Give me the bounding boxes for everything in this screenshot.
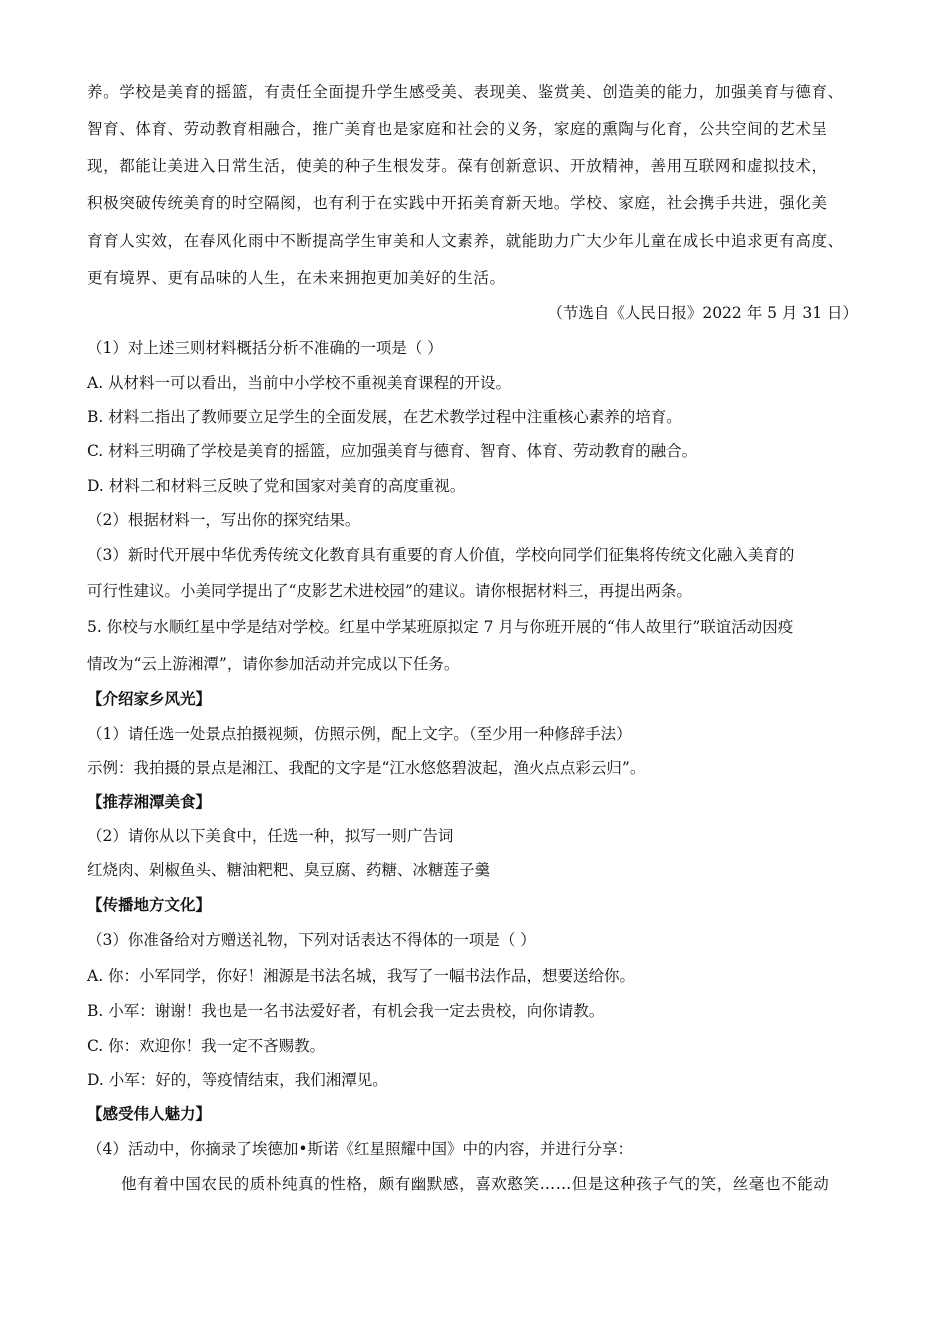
source-note: （节选自《人民日报》2022 年 5 月 31 日） bbox=[547, 304, 858, 322]
q5-option-b: B. 小军：谢谢！我也是一名书法爱好者，有机会我一定去贵校，向你请教。 bbox=[87, 1002, 605, 1020]
q5-sub2: （2）请你从以下美食中，任选一种，拟写一则广告词 bbox=[87, 827, 454, 845]
passage-line-4: 积极突破传统美育的时空隔阂，也有利于在实践中开拓美育新天地。学校、家庭，社会携手共进，强化美 bbox=[87, 194, 828, 212]
q4-sub2: （2）根据材料一，写出你的探究结果。 bbox=[87, 511, 361, 529]
q4-sub3-line2: 可行性建议。小美同学提出了“皮影艺术进校园”的建议。请你根据材料三，再提出两条。 bbox=[87, 582, 692, 600]
passage-line-6: 更有境界、更有品味的人生，在未来拥抱更加美好的生活。 bbox=[87, 269, 506, 287]
q5-foods: 红烧肉、剁椒鱼头、糖油粑粑、臭豆腐、药糖、冰糖莲子羹 bbox=[87, 861, 491, 879]
passage-line-1: 养。学校是美育的摇篮，有责任全面提升学生感受美、表现美、鉴赏美、创造美的能力，加强美育与德育、 bbox=[87, 83, 844, 101]
q4-sub3-line1: （3）新时代开展中华优秀传统文化教育具有重要的育人价值，学校向同学们征集将传统文化融入美育的 bbox=[87, 546, 795, 564]
q5-section-leader: 【感受伟人魅力】 bbox=[87, 1104, 212, 1123]
q5-option-a: A. 你：小军同学，你好！湘源是书法名城，我写了一幅书法作品，想要送给你。 bbox=[87, 967, 636, 985]
q5-section-scenery: 【介绍家乡风光】 bbox=[87, 689, 212, 708]
q5-excerpt: 他有着中国农民的质朴纯真的性格，颇有幽默感，喜欢憨笑……但是这种孩子气的笑，丝毫也不能动 bbox=[121, 1175, 830, 1193]
q5-intro-line2: 情改为“云上游湘潭”，请你参加活动并完成以下任务。 bbox=[87, 655, 460, 673]
q4-sub1: （1）对上述三则材料概括分析不准确的一项是（ ） bbox=[87, 339, 443, 357]
q5-intro-line1: 5. 你校与水顺红星中学是结对学校。红星中学某班原拟定 7 月与你班开展的“伟人故里行”联谊活动因疫 bbox=[87, 618, 794, 636]
q5-sub4: （4）活动中，你摘录了埃德加•斯诺《红星照耀中国》中的内容，并进行分享： bbox=[87, 1140, 634, 1158]
q5-option-c: C. 你：欢迎你！我一定不吝赐教。 bbox=[87, 1037, 326, 1055]
passage-line-2: 智育、体育、劳动教育相融合，推广美育也是家庭和社会的义务，家庭的熏陶与化育，公共空间的艺术呈 bbox=[87, 120, 828, 138]
q5-example: 示例：我拍摄的景点是湘江、我配的文字是“江水悠悠碧波起，渔火点点彩云归”。 bbox=[87, 759, 646, 777]
passage-line-5: 育育人实效，在春风化雨中不断提高学生审美和人文素养，就能助力广大少年儿童在成长中追求更有高度、 bbox=[87, 232, 844, 250]
q4-option-c: C. 材料三明确了学校是美育的摇篮，应加强美育与德育、智育、体育、劳动教育的融合。 bbox=[87, 442, 698, 460]
q5-option-d: D. 小军：好的，等疫情结束，我们湘潭见。 bbox=[87, 1071, 388, 1089]
q5-section-food: 【推荐湘潭美食】 bbox=[87, 792, 212, 811]
q5-sub1: （1）请任选一处景点拍摄视频，仿照示例，配上文字。（至少用一种修辞手法） bbox=[87, 725, 632, 743]
q5-section-culture: 【传播地方文化】 bbox=[87, 895, 212, 914]
passage-line-3: 现，都能让美进入日常生活，使美的种子生根发芽。葆有创新意识、开放精神，善用互联网和虚拟技术， bbox=[87, 157, 828, 175]
q4-option-a: A. 从材料一可以看出，当前中小学校不重视美育课程的开设。 bbox=[87, 374, 512, 392]
q4-option-b: B. 材料二指出了教师要立足学生的全面发展，在艺术教学过程中注重核心素养的培育。 bbox=[87, 408, 682, 426]
q4-option-d: D. 材料二和材料三反映了党和国家对美育的高度重视。 bbox=[87, 477, 466, 495]
q5-sub3: （3）你准备给对方赠送礼物，下列对话表达不得体的一项是（ ） bbox=[87, 931, 536, 949]
